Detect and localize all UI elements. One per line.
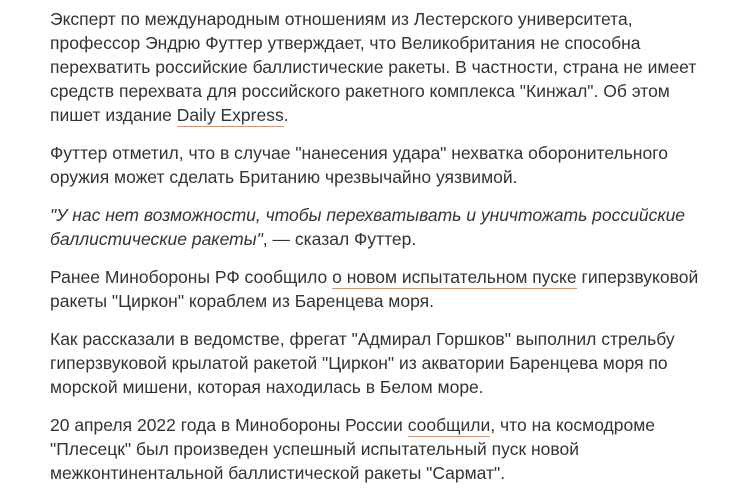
text-segment: 20 апреля 2022 года в Минобороны России <box>50 415 408 435</box>
text-segment: . <box>283 105 289 125</box>
daily-express-link[interactable]: Daily Express <box>176 105 284 125</box>
paragraph-frigate <box>50 327 730 399</box>
paragraph-sarmat <box>50 413 730 485</box>
text-line: Эксперт по международным отношениям из Лестерского университета, <box>50 9 633 29</box>
paragraph-expert-statement <box>50 7 730 127</box>
text-line: перехватить российские баллистические ракеты. В частности, страна не имеет <box>50 57 697 77</box>
text-line: гиперзвуковой крылатой ракетой "Циркон" из акватории Баренцева моря по <box>50 353 668 373</box>
paragraph-quote <box>50 203 730 251</box>
text-line <box>50 265 730 289</box>
text-line: средств перехвата для российского ракетного комплекса "Кинжал". Об этом <box>50 81 670 101</box>
text-line: Футтер отметил, что в случае "нанесения удара" нехватка оборонительного <box>50 143 668 163</box>
paragraph-futter-remark <box>50 141 730 189</box>
paragraph-test-launch <box>50 265 730 313</box>
text-line: морской мишени, которая находилась в Белом море. <box>50 377 484 397</box>
text-line <box>50 103 730 127</box>
text-segment: пишет издание <box>50 105 177 125</box>
text-line: межконтинентальной баллистической ракеты "Сармат". <box>50 463 506 483</box>
test-launch-link[interactable]: о новом испытательном пуске <box>332 267 577 287</box>
text-line: ракеты "Циркон" кораблем из Баренцева моря. <box>50 291 434 311</box>
text-line <box>50 413 730 437</box>
text-line: профессор Эндрю Футтер утверждает, что Великобритания не способна <box>50 33 641 53</box>
quote-segment: баллистические ракеты" <box>50 229 263 249</box>
text-line: оружия может сделать Британию чрезвычайно уязвимой. <box>50 167 518 187</box>
text-line: Как рассказали в ведомстве, фрегат "Адмирал Горшков" выполнил стрельбу <box>50 329 675 349</box>
text-segment: гиперзвуковой <box>576 267 699 287</box>
reported-link[interactable]: сообщили <box>407 415 491 435</box>
quote-line <box>50 227 730 251</box>
text-segment: , что на космодроме <box>490 415 655 435</box>
quote-line: "У нас нет возможности, чтобы перехватывать и уничтожать российские <box>50 205 686 225</box>
text-line: "Плесецк" был произведен успешный испытательный пуск новой <box>50 439 579 459</box>
attribution-segment: , — сказал Футтер. <box>262 229 417 249</box>
text-segment: Ранее Минобороны РФ сообщило <box>50 267 333 287</box>
